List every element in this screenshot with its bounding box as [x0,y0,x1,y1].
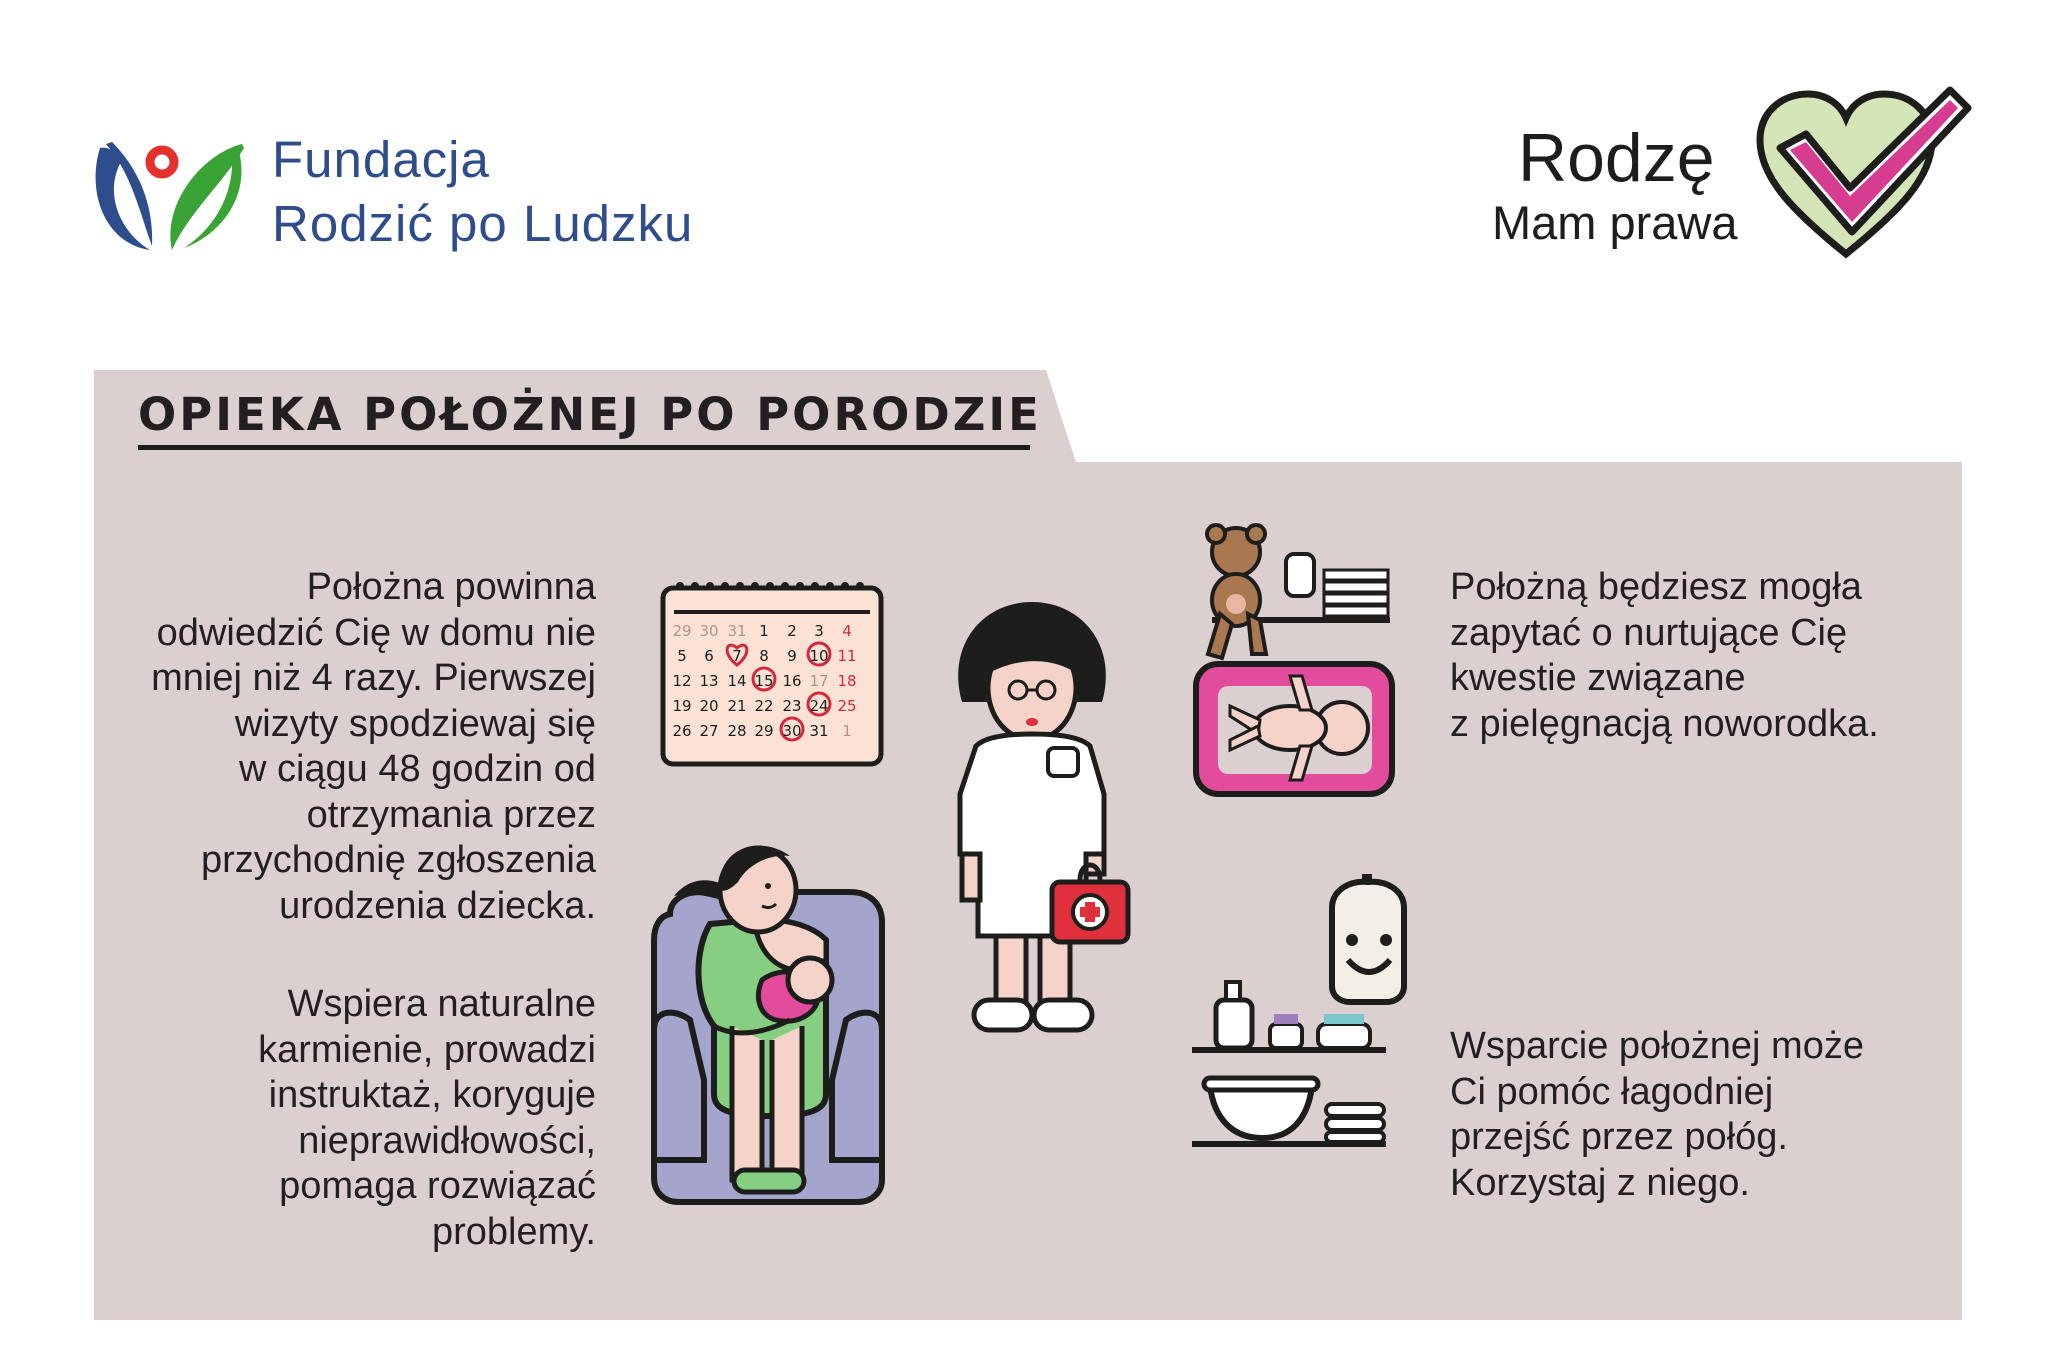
feeding-line: karmienie, prowadzi [258,1028,596,1071]
calendar-day: 5 [677,647,687,665]
calendar-ring [781,582,789,590]
calendar-day: 25 [837,697,857,715]
newborn-line: z pielęgnacją noworodka. [1450,702,1879,745]
visits-paragraph [110,565,596,929]
support-line: przejść przez połóg. [1450,1116,1788,1158]
calendar-day: 23 [782,697,802,715]
calendar-day: 28 [727,722,747,740]
support-line: Ci pomóc łagodniej [1450,1070,1774,1113]
calendar-day: 13 [699,672,719,690]
calendar-day: 26 [672,722,692,740]
midwife-illustration [940,598,1140,1048]
calendar-day: 9 [787,647,797,665]
calendar-day: 8 [759,647,769,665]
visits-line: mniej niż 4 razy. Pierwszej [151,657,596,699]
calendar-ring [796,582,804,590]
calendar-ring [706,582,714,590]
logo-red-dot [150,150,174,174]
calendar-day: 24 [809,697,829,715]
heading-underline [138,445,1030,450]
campaign-title: Rodzę [1518,120,1715,196]
feeding-line: instruktaż, koryguje [268,1074,596,1116]
calendar-ring [676,582,684,590]
calendar-day: 15 [754,672,774,690]
calendar-ring [691,582,699,590]
calendar-day: 16 [782,672,802,690]
calendar-ring [736,582,744,590]
newborn-line: zapytać o nurtujące Cię [1450,611,1848,654]
calendar-ring [721,582,729,590]
newborn-line: Położną będziesz mogła [1450,566,1862,608]
calendar-day: 12 [672,672,692,690]
support-paragraph [1450,1024,1970,1206]
foundation-name-line-1: Fundacja [272,131,490,188]
feeding-line: Wspiera naturalne [287,983,596,1025]
calendar-day: 1 [842,722,852,740]
feeding-paragraph [110,982,596,1255]
foundation-name [272,128,693,256]
calendar-day: 3 [814,622,824,640]
calendar-ring [826,582,834,590]
visits-line: odwiedzić Cię w domu nie [156,611,596,654]
calendar-day: 4 [842,622,852,640]
visits-line: przychodnię zgłoszenia [200,839,596,881]
campaign-subtitle: Mam prawa [1492,196,1738,249]
calendar-day: 19 [672,697,692,715]
calendar-day: 2 [787,622,797,640]
foundation-logo [92,134,252,254]
bath-supplies-illustration [1190,868,1410,1154]
calendar-ring [856,582,864,590]
calendar-day: 20 [699,697,719,715]
calendar-ring [766,582,774,590]
foundation-name-line-2: Rodzić po Ludzku [272,195,694,252]
visits-line: wizyty spodziewaj się [234,702,596,745]
calendar-illustration [660,578,886,768]
visits-line: Położna powinna [306,566,596,608]
calendar-day: 29 [672,622,692,640]
feeding-line: nieprawidłowości, [298,1119,596,1162]
visits-line: w ciągu 48 godzin od [238,748,596,790]
breastfeeding-illustration [650,830,896,1210]
heart-check-icon [1754,82,1974,262]
calendar-day: 6 [704,647,714,665]
visits-line: otrzymania przez [306,793,596,836]
baby-care-illustration [1190,520,1400,800]
calendar-day: 30 [699,622,719,640]
support-line: Korzystaj z niego. [1450,1161,1750,1204]
calendar-day: 1 [759,622,769,640]
calendar-day: 27 [699,722,719,740]
visits-line: urodzenia dziecka. [279,884,596,927]
calendar-day: 22 [754,697,774,715]
feeding-line: pomaga rozwiązać [279,1165,596,1207]
calendar-day: 11 [837,647,857,665]
calendar-day: 10 [809,647,829,665]
feeding-line: problemy. [431,1210,596,1253]
calendar-day: 14 [727,672,747,690]
calendar-day: 30 [782,722,802,740]
calendar-ring [841,582,849,590]
section-heading: OPIEKA POŁOŻNEJ PO PORODZIE [138,388,1042,441]
calendar-day: 21 [727,697,747,715]
calendar-day: 18 [837,672,857,690]
calendar-day: 7 [732,647,742,665]
calendar-ring [811,582,819,590]
calendar-ring [751,582,759,590]
calendar-day: 31 [809,722,829,740]
calendar-day: 31 [727,622,747,640]
calendar-day: 29 [754,722,774,740]
newborn-line: kwestie związane [1450,657,1746,699]
support-line: Wsparcie położnej może [1450,1025,1864,1067]
calendar-day: 17 [809,672,829,690]
newborn-care-paragraph [1450,565,1970,747]
